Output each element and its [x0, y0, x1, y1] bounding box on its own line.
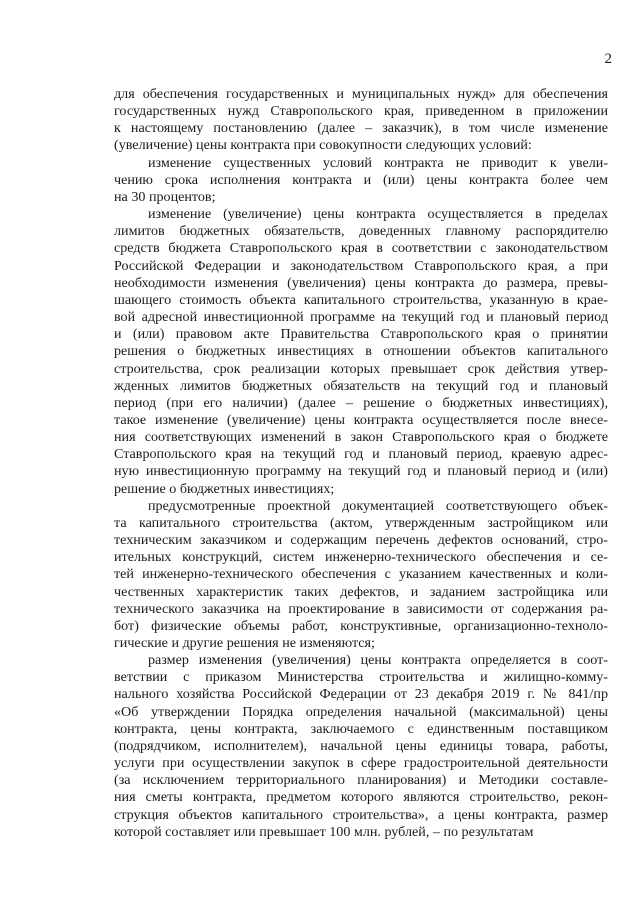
text-line: к настоящему постановлению (далее – заказчик), в том числе изменение — [114, 120, 608, 137]
text-line: ния соответствующих изменений в закон Ставропольского края о бюджете — [114, 429, 608, 446]
text-line: услуги при осуществлении закупок в сфере градостроительной деятельности — [114, 755, 608, 772]
text-line: на 30 процентов; — [114, 188, 216, 205]
text-line: для обеспечения государственных и муниципальных нужд» для обеспечения — [114, 86, 608, 102]
text-line: и (или) правовом акте Правительства Ставропольского края о принятии — [114, 326, 608, 343]
text-line: (подрядчиком, исполнителем), начальной цены единицы товара, работы, — [114, 737, 608, 754]
text-line: жденных лимитов бюджетных обязательств на текущий год и плановый — [114, 377, 608, 394]
text-line: такое изменение (увеличение) цены контракта осуществляется после внесе- — [114, 411, 608, 428]
document-body — [114, 86, 608, 841]
paragraph — [114, 155, 608, 206]
text-line: средств бюджета Ставропольского края в соответствии с законодательством — [114, 240, 608, 257]
text-line: размер изменения (увеличения) цены контракта определяется в соот- — [148, 652, 608, 669]
text-line: период (при его наличии) (далее – решение о бюджетных инвестициях), — [114, 394, 608, 411]
text-line: ния сметы контракта, предметом которого являются строительство, рекон- — [114, 789, 608, 806]
text-line: государственных нужд Ставропольского края, приведенном в приложении — [114, 103, 608, 120]
paragraph — [114, 652, 608, 841]
text-line: изменение (увеличение) цены контракта осуществляется в пределах — [148, 206, 608, 223]
text-line: чению срока исполнения контракта и (или) цены контракта более чем — [114, 171, 608, 188]
page-number: 2 — [604, 51, 612, 67]
text-line: лимитов бюджетных обязательств, доведенных главному распорядителю — [114, 223, 608, 240]
text-line: та капитального строительства (актом, утвержденным застройщиком или — [114, 514, 608, 531]
text-line: тей инженерно-технического обеспечения с указанием качественных и коли- — [114, 566, 608, 583]
text-line: (за исключением территориального планирования) и Методики составле- — [114, 772, 608, 789]
text-line: Российской Федерации и законодательством Ставропольского края, а при — [114, 257, 608, 274]
paragraph — [114, 206, 608, 498]
text-line: струкция объектов капитального строительства», а цены контракта, размер — [114, 806, 608, 823]
text-line: ветствии с приказом Министерства строительства и жилищно-комму- — [114, 669, 608, 686]
text-line: которой составляет или превышает 100 млн. рублей, – по результатам — [114, 823, 534, 840]
text-line: необходимости изменения (увеличения) цены контракта до размера, превы- — [114, 274, 608, 291]
text-line: ительных конструкций, систем инженерно-технического обеспечения и се- — [114, 549, 608, 566]
text-line: «Об утверждении Порядка определения начальной (максимальной) цены — [114, 703, 608, 720]
text-line: шающего стоимость объекта капитального строительства, указанную в крае- — [114, 291, 608, 308]
text-line: чественных характеристик таких дефектов, и заданием застройщика или — [114, 583, 608, 600]
text-line: технического заказчика на проектирование в зависимости от содержания ра- — [114, 600, 608, 617]
text-line: изменение существенных условий контракта не приводит к увели- — [148, 154, 608, 171]
text-line: гические и другие решения не изменяются; — [114, 635, 375, 651]
text-line: вой адресной инвестиционной программе на текущий год и плановый период — [114, 309, 608, 326]
text-line: бот) физические объемы работ, конструктивные, организационно-техноло- — [114, 617, 608, 634]
text-line: предусмотренные проектной документацией соответствующего объек- — [148, 497, 608, 514]
text-line: ную инвестиционную программу на текущий год и плановый период и (или) — [114, 463, 608, 480]
text-line: Ставропольского края на текущий год и плановый период, краевую адрес- — [114, 446, 608, 463]
text-line: нального хозяйства Российской Федерации от 23 декабря 2019 г. № 841/пр — [114, 686, 608, 703]
text-line: (увеличение) цены контракта при совокупности следующих условий: — [114, 137, 532, 154]
text-line: строительства, срок реализации которых превышает срок действия утвер- — [114, 360, 608, 377]
text-line: решение о бюджетных инвестициях; — [114, 480, 335, 497]
paragraph — [114, 86, 608, 155]
text-line: контракта, цены контракта, заключаемого с единственным поставщиком — [114, 720, 608, 737]
paragraph — [114, 498, 608, 652]
text-line: техническим заказчиком и содержащим перечень дефектов оснований, стро- — [114, 532, 608, 549]
text-line: решения о бюджетных инвестициях в отношении объектов капитального — [114, 343, 608, 360]
